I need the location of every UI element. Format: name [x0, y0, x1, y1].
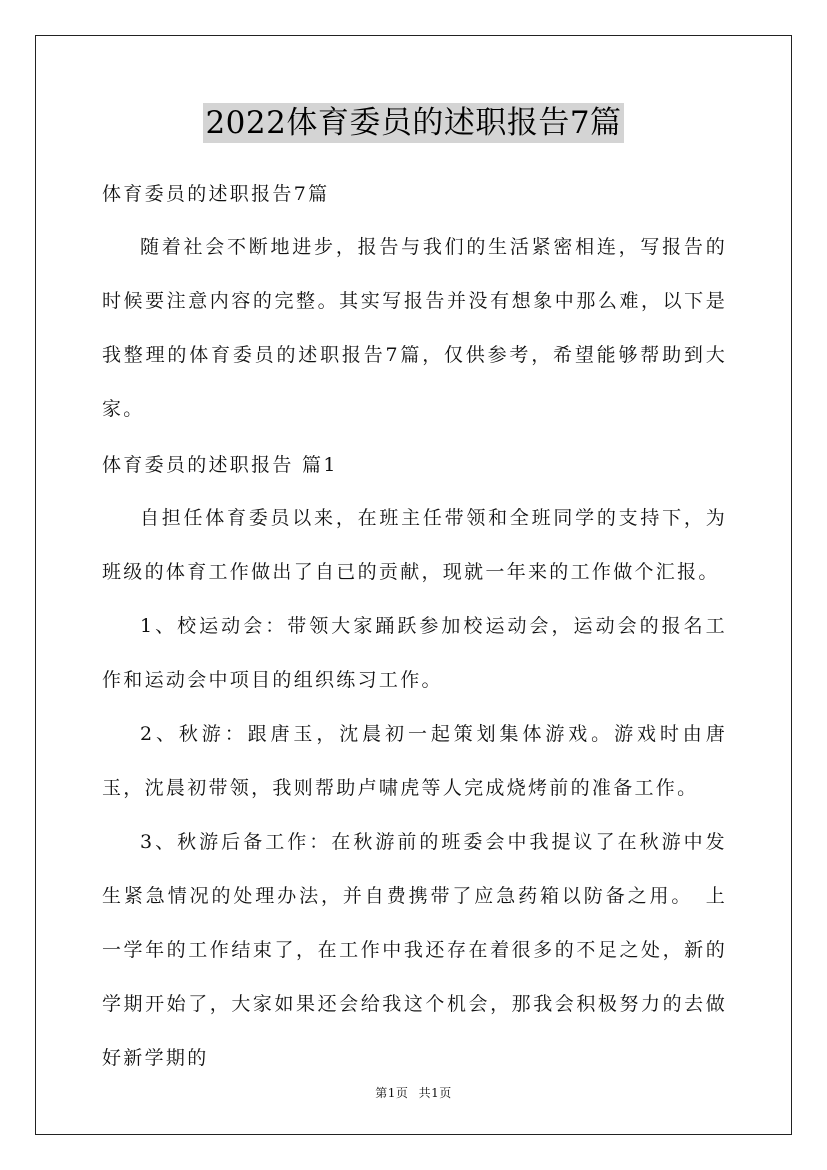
body-paragraph: 3、秋游后备工作：在秋游前的班委会中我提议了在秋游中发生紧急情况的处理办法，并自费携带了应急药箱以防备之用。 上一学年的工作结束了，在工作中我还存在着很多的不足之处，新的学期开始了，大家如果还会给我这个机会，那我会积极努力的去做好新学期的	[102, 831, 727, 1069]
section-heading: 体育委员的述职报告 篇1	[102, 454, 338, 476]
body-paragraph: 自担任体育委员以来，在班主任带领和全班同学的支持下，为班级的体育工作做出了自已的贡献，现就一年来的工作做个汇报。	[102, 507, 727, 583]
section-body	[102, 491, 727, 1085]
intro-paragraph: 随着社会不断地进步，报告与我们的生活紧密相连，写报告的时候要注意内容的完整。其实写报告并没有想象中那么难，以下是我整理的体育委员的述职报告7篇，仅供参考，希望能够帮助到大家。	[102, 236, 727, 420]
page-number-total: 共1页	[418, 1086, 452, 1100]
body-paragraph: 2、秋游：跟唐玉，沈晨初一起策划集体游戏。游戏时由唐玉，沈晨初带领，我则帮助卢啸虎等人完成烧烤前的准备工作。	[102, 723, 727, 799]
title-container	[0, 103, 827, 143]
document-subtitle: 体育委员的述职报告7篇	[102, 183, 330, 205]
page-footer	[0, 1085, 827, 1101]
page-number-current: 第1页	[375, 1086, 409, 1100]
body-paragraph: 1、校运动会：带领大家踊跃参加校运动会，运动会的报名工作和运动会中项目的组织练习工作。	[102, 615, 727, 691]
document-title: 2022体育委员的述职报告7篇	[205, 105, 622, 141]
